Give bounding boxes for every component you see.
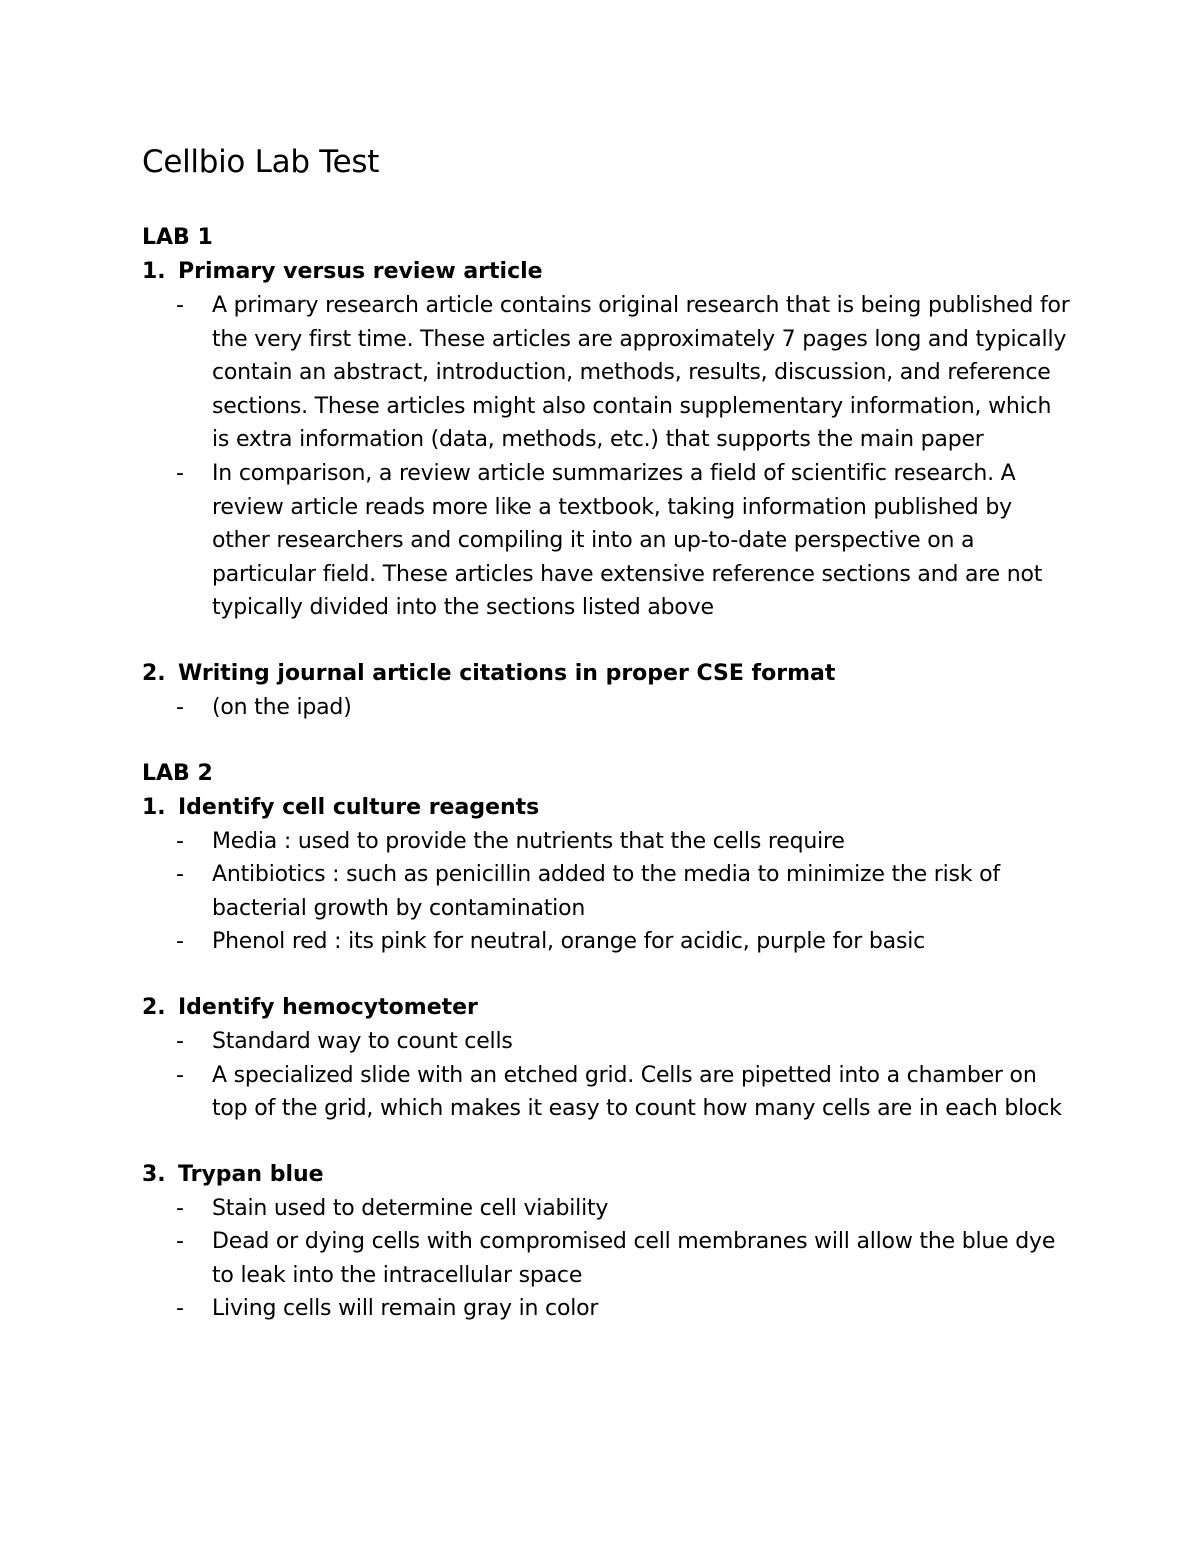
bullet-list [142, 1192, 1082, 1326]
bullet-dash: - [176, 1229, 184, 1255]
lab-1-item-1 [142, 255, 1082, 625]
bullet-text: Dead or dying cells with compromised cell membranes will allow the blue dye to leak into the intracellular space [212, 1229, 1056, 1288]
bullet-dash: - [176, 1296, 184, 1322]
bullet-dash: - [176, 293, 184, 318]
item-heading [142, 657, 1082, 691]
list-item [142, 925, 1082, 959]
bullet-dash: - [176, 929, 184, 955]
item-number: 1. [142, 794, 166, 820]
bullet-list [142, 289, 1082, 625]
lab-2-item-2 [142, 991, 1082, 1126]
item-title: Trypan blue [178, 1161, 324, 1187]
bullet-text: Living cells will remain gray in color [212, 1296, 599, 1322]
item-number: 3. [142, 1161, 166, 1187]
bullet-dash: - [176, 1062, 184, 1088]
list-item [142, 1225, 1082, 1292]
item-number: 1. [142, 259, 166, 284]
item-title: Writing journal article citations in proper CSE format [178, 660, 836, 686]
item-title: Identify hemocytometer [178, 994, 478, 1020]
bullet-text: A primary research article contains original research that is being published for the very first time. These articles are approximately 7 pages long and typically contain an abstract, introduction, methods, results, discussion, and reference sections. These articles might also contain supplementary information, which is extra information (data, methods, etc.) that supports the main paper [212, 293, 1070, 453]
list-item [142, 1059, 1082, 1126]
list-item [142, 858, 1082, 925]
document-title: Cellbio Lab Test [142, 144, 380, 180]
bullet-list [142, 1025, 1082, 1126]
lab-2-block [142, 757, 1082, 1327]
item-number: 2. [142, 660, 166, 686]
list-item [142, 289, 1082, 457]
list-item [142, 825, 1082, 859]
bullet-text: In comparison, a review article summarizes a field of scientific research. A review article reads more like a textbook, taking information published by other researchers and compiling it into an up-to-date perspective on a particular field. These articles have extensive reference sections and are not typically divided into the sections listed above [212, 460, 1043, 621]
item-heading [142, 791, 1082, 825]
bullet-text: Antibiotics : such as penicillin added to the media to minimize the risk of bacterial growth by contamination [212, 862, 1000, 921]
bullet-text: Stain used to determine cell viability [212, 1195, 609, 1221]
lab-heading: LAB 2 [142, 760, 213, 786]
item-title: Primary versus review article [178, 259, 543, 284]
bullet-dash: - [176, 828, 184, 854]
lab-2-item-3 [142, 1158, 1082, 1326]
lab-2-item-1 [142, 791, 1082, 959]
list-item [142, 1292, 1082, 1326]
bullet-text: (on the ipad) [212, 694, 352, 720]
lab-1-item-2 [142, 657, 1082, 725]
bullet-dash: - [176, 1195, 184, 1221]
lab-heading: LAB 1 [142, 225, 213, 250]
bullet-text: Media : used to provide the nutrients that the cells require [212, 828, 845, 854]
bullet-text: A specialized slide with an etched grid. Cells are pipetted into a chamber on top of the grid, which makes it easy to count how many cells are in each block [212, 1062, 1062, 1122]
lab-1-block [142, 221, 1082, 725]
list-item [142, 691, 1082, 725]
item-title: Identify cell culture reagents [178, 794, 540, 820]
list-item [142, 457, 1082, 625]
bullet-text: Phenol red : its pink for neutral, orange for acidic, purple for basic [212, 929, 926, 955]
bullet-dash: - [176, 862, 184, 888]
list-item [142, 1192, 1082, 1226]
bullet-dash: - [176, 1028, 184, 1054]
bullet-dash: - [176, 460, 184, 486]
bullet-text: Standard way to count cells [212, 1028, 513, 1054]
document-page [142, 140, 1082, 1358]
bullet-list [142, 825, 1082, 959]
bullet-list [142, 691, 1082, 725]
item-heading [142, 991, 1082, 1025]
item-number: 2. [142, 994, 166, 1020]
list-item [142, 1025, 1082, 1059]
item-heading [142, 1158, 1082, 1192]
bullet-dash: - [176, 694, 184, 720]
item-heading [142, 255, 1082, 289]
